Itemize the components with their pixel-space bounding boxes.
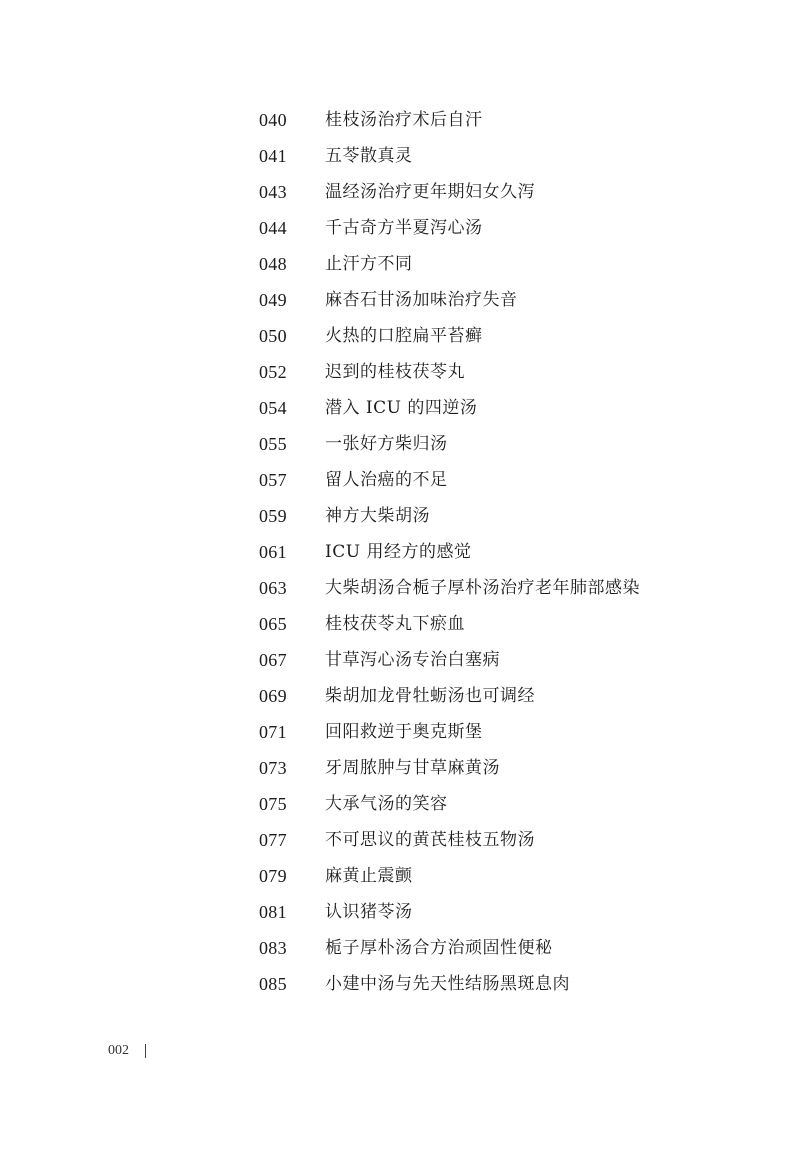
toc-entry[interactable] [0, 966, 800, 1002]
footer-page-number: 002 [108, 1043, 129, 1058]
toc-entry-title[interactable]: 千古奇方半夏泻心汤 [325, 218, 483, 238]
toc-page-number: 048 [259, 254, 287, 274]
table-of-contents [0, 102, 800, 1002]
footer-divider [145, 1044, 146, 1058]
toc-entry-title[interactable]: 一张好方柴归汤 [325, 434, 448, 454]
toc-entry[interactable] [0, 318, 800, 354]
toc-entry-title[interactable]: 不可思议的黄芪桂枝五物汤 [325, 830, 535, 850]
toc-entry[interactable] [0, 606, 800, 642]
toc-entry[interactable] [0, 390, 800, 426]
toc-page-number: 044 [259, 218, 287, 238]
toc-page-number: 075 [259, 794, 287, 814]
toc-entry-title[interactable]: 火热的口腔扁平苔癣 [325, 326, 483, 346]
toc-page-number: 071 [259, 722, 287, 742]
toc-entry-title[interactable]: 潜入 ICU 的四逆汤 [325, 398, 478, 418]
toc-entry[interactable] [0, 858, 800, 894]
toc-entry-title[interactable]: 栀子厚朴汤合方治顽固性便秘 [325, 938, 553, 958]
toc-entry[interactable] [0, 210, 800, 246]
toc-entry-title[interactable]: 麻杏石甘汤加味治疗失音 [325, 290, 518, 310]
toc-entry-title[interactable]: 柴胡加龙骨牡蛎汤也可调经 [325, 686, 535, 706]
toc-entry-title[interactable]: 止汗方不同 [325, 254, 413, 274]
toc-page-number: 055 [259, 434, 287, 454]
toc-entry[interactable] [0, 426, 800, 462]
toc-entry[interactable] [0, 534, 800, 570]
toc-page-number: 041 [259, 146, 287, 166]
toc-page-number: 061 [259, 542, 287, 562]
toc-entry-title[interactable]: ICU 用经方的感觉 [325, 542, 472, 562]
toc-entry[interactable] [0, 498, 800, 534]
toc-page-number: 059 [259, 506, 287, 526]
toc-entry-title[interactable]: 回阳救逆于奥克斯堡 [325, 722, 483, 742]
toc-entry[interactable] [0, 246, 800, 282]
toc-entry-title[interactable]: 桂枝茯苓丸下瘀血 [325, 614, 465, 634]
toc-entry[interactable] [0, 462, 800, 498]
toc-entry-title[interactable]: 麻黄止震颤 [325, 866, 413, 886]
toc-entry-title[interactable]: 神方大柴胡汤 [325, 506, 430, 526]
toc-page-number: 043 [259, 182, 287, 202]
toc-entry[interactable] [0, 678, 800, 714]
toc-entry[interactable] [0, 354, 800, 390]
toc-entry[interactable] [0, 930, 800, 966]
toc-entry-title[interactable]: 大柴胡汤合栀子厚朴汤治疗老年肺部感染 [325, 578, 640, 598]
toc-page-number: 081 [259, 902, 287, 922]
toc-entry-title[interactable]: 认识猪苓汤 [325, 902, 413, 922]
toc-entry-title[interactable]: 温经汤治疗更年期妇女久泻 [325, 182, 535, 202]
toc-entry-title[interactable]: 桂枝汤治疗术后自汗 [325, 110, 483, 130]
page-footer [108, 1043, 146, 1059]
toc-page-number: 073 [259, 758, 287, 778]
toc-page-number: 040 [259, 110, 287, 130]
toc-entry-title[interactable]: 迟到的桂枝茯苓丸 [325, 362, 465, 382]
toc-page-number: 049 [259, 290, 287, 310]
toc-entry[interactable] [0, 786, 800, 822]
toc-page-number: 054 [259, 398, 287, 418]
toc-entry[interactable] [0, 102, 800, 138]
toc-entry-title[interactable]: 甘草泻心汤专治白塞病 [325, 650, 500, 670]
toc-page-number: 067 [259, 650, 287, 670]
toc-entry[interactable] [0, 714, 800, 750]
toc-entry[interactable] [0, 894, 800, 930]
toc-page-number: 063 [259, 578, 287, 598]
toc-entry[interactable] [0, 570, 800, 606]
toc-entry[interactable] [0, 282, 800, 318]
toc-entry[interactable] [0, 138, 800, 174]
toc-page-number: 077 [259, 830, 287, 850]
toc-entry[interactable] [0, 750, 800, 786]
toc-page-number: 083 [259, 938, 287, 958]
toc-entry-title[interactable]: 留人治癌的不足 [325, 470, 448, 490]
toc-entry-title[interactable]: 五苓散真灵 [325, 146, 413, 166]
toc-entry-title[interactable]: 牙周脓肿与甘草麻黄汤 [325, 758, 500, 778]
toc-entry-title[interactable]: 小建中汤与先天性结肠黑斑息肉 [325, 974, 570, 994]
toc-entry-title[interactable]: 大承气汤的笑容 [325, 794, 448, 814]
toc-entry[interactable] [0, 642, 800, 678]
toc-page-number: 079 [259, 866, 287, 886]
toc-page-number: 057 [259, 470, 287, 490]
toc-page-number: 065 [259, 614, 287, 634]
toc-page-number: 069 [259, 686, 287, 706]
toc-entry[interactable] [0, 174, 800, 210]
toc-page-number: 085 [259, 974, 287, 994]
toc-page-number: 052 [259, 362, 287, 382]
toc-entry[interactable] [0, 822, 800, 858]
toc-page-number: 050 [259, 326, 287, 346]
